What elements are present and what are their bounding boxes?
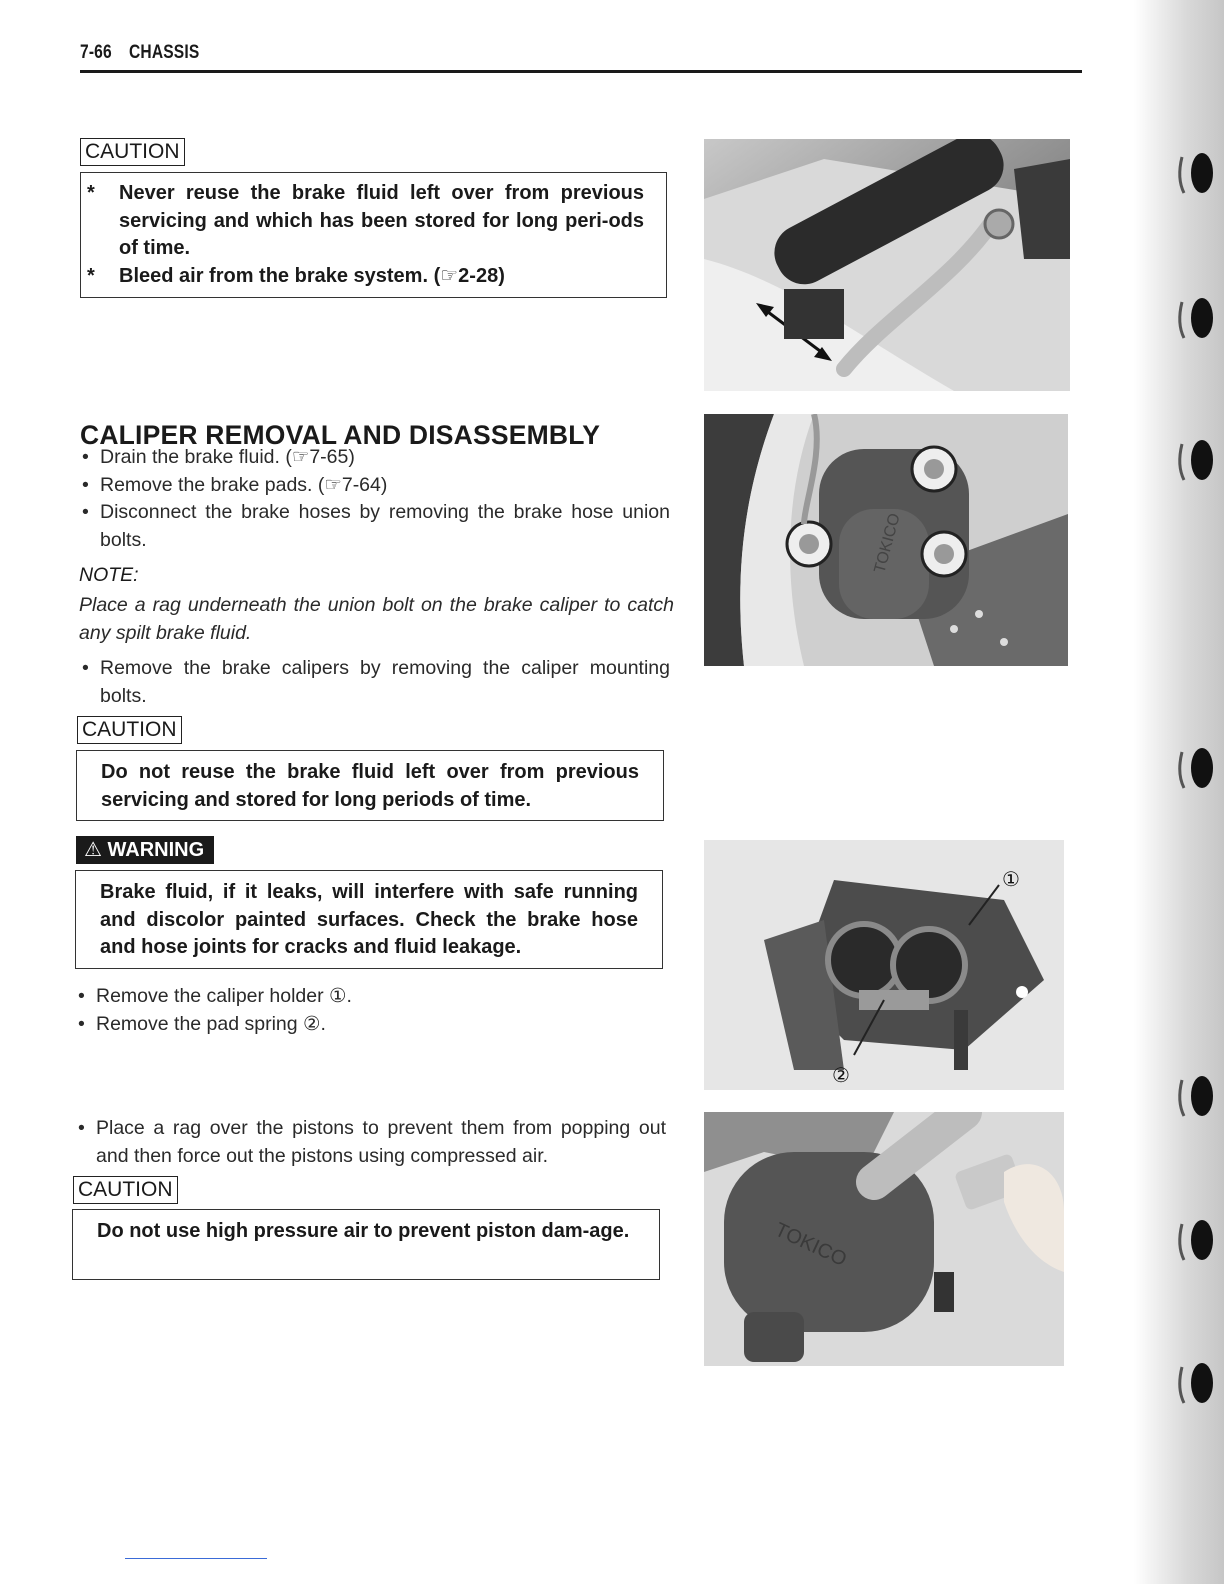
header-page-ref: 7-66 — [80, 42, 112, 63]
caution-1-item-1: * Never reuse the brake fluid left over from previous servicing and which has been stored for long peri-ods of time. — [87, 182, 644, 259]
page-header — [80, 42, 1080, 64]
warning-text: Brake fluid, if it leaks, will interfere with safe running and discolor painted surfaces. Check the brake hose and hose joints for cracks and fluid leakage. — [100, 881, 638, 958]
warning-box — [75, 870, 663, 969]
brake-lever-illustration — [704, 139, 1070, 391]
photo-caliper-holder — [704, 840, 1064, 1090]
callout-2-label: ② — [832, 1063, 850, 1087]
step-force-out-pistons: • Place a rag over the pistons to prevent them from popping out and then force out the pistons using compressed air. — [76, 1115, 666, 1170]
steps-list-2 — [80, 655, 670, 710]
caliper-holder-illustration — [704, 840, 1064, 1090]
footer-line — [125, 1558, 267, 1559]
note-label: NOTE: — [79, 564, 139, 586]
step-remove-calipers: • Remove the brake calipers by removing the caliper mounting bolts. — [80, 655, 670, 710]
caution-3-text: Do not use high pressure air to prevent piston dam-age. — [97, 1220, 630, 1242]
step-remove-pad-spring: • Remove the pad spring ②. — [76, 1011, 666, 1039]
step-remove-pads: • Remove the brake pads. (☞7-64) — [80, 472, 670, 500]
steps-list-4 — [76, 1115, 666, 1170]
step-disconnect-hoses: • Disconnect the brake hoses by removing the brake hose union bolts. — [80, 499, 670, 554]
caution-label-3: CAUTION — [73, 1176, 178, 1204]
warning-label: ⚠ WARNING — [76, 836, 214, 864]
caliper-brand-text: TOKICO — [871, 511, 904, 576]
caution-box-1 — [80, 172, 667, 298]
side-tab-3 — [1174, 432, 1214, 487]
steps-list-1 — [80, 444, 670, 554]
step-remove-holder: • Remove the caliper holder ①. — [76, 983, 666, 1011]
side-tab-6 — [1174, 1212, 1214, 1267]
caliper-wheel-illustration — [704, 414, 1068, 666]
steps-list-3 — [76, 983, 666, 1038]
caution-2-text: Do not reuse the brake fluid left over from previous servicing and stored for long periods of time. — [101, 761, 639, 811]
caution-box-3 — [72, 1209, 660, 1280]
step-drain-fluid: • Drain the brake fluid. (☞7-65) — [80, 444, 670, 472]
warning-icon: ⚠ — [84, 839, 102, 861]
section-heading: CALIPER REMOVAL AND DISASSEMBLY — [80, 420, 601, 450]
caliper-brand-text-2: TOKICO — [771, 1218, 850, 1271]
note-text: Place a rag underneath the union bolt on the brake caliper to catch any spilt brake fluid. — [79, 594, 674, 644]
header-rule — [80, 70, 1082, 73]
photo-compressed-air — [704, 1112, 1064, 1366]
caution-box-2 — [76, 750, 664, 821]
header-section: CHASSIS — [129, 42, 200, 63]
caution-label-1: CAUTION — [80, 138, 185, 166]
photo-caliper-on-wheel — [704, 414, 1068, 666]
side-tab-5 — [1174, 1068, 1214, 1123]
side-tab-1 — [1174, 145, 1214, 200]
side-tab-7 — [1174, 1355, 1214, 1410]
compressed-air-illustration — [704, 1112, 1064, 1366]
caution-1-item-2: * Bleed air from the brake system. (☞2-28) — [87, 264, 505, 287]
caution-label-2: CAUTION — [77, 716, 182, 744]
side-tab-4 — [1174, 740, 1214, 795]
callout-1-label: ① — [1002, 867, 1020, 891]
side-tab-2 — [1174, 290, 1214, 345]
photo-brake-lever — [704, 139, 1070, 391]
